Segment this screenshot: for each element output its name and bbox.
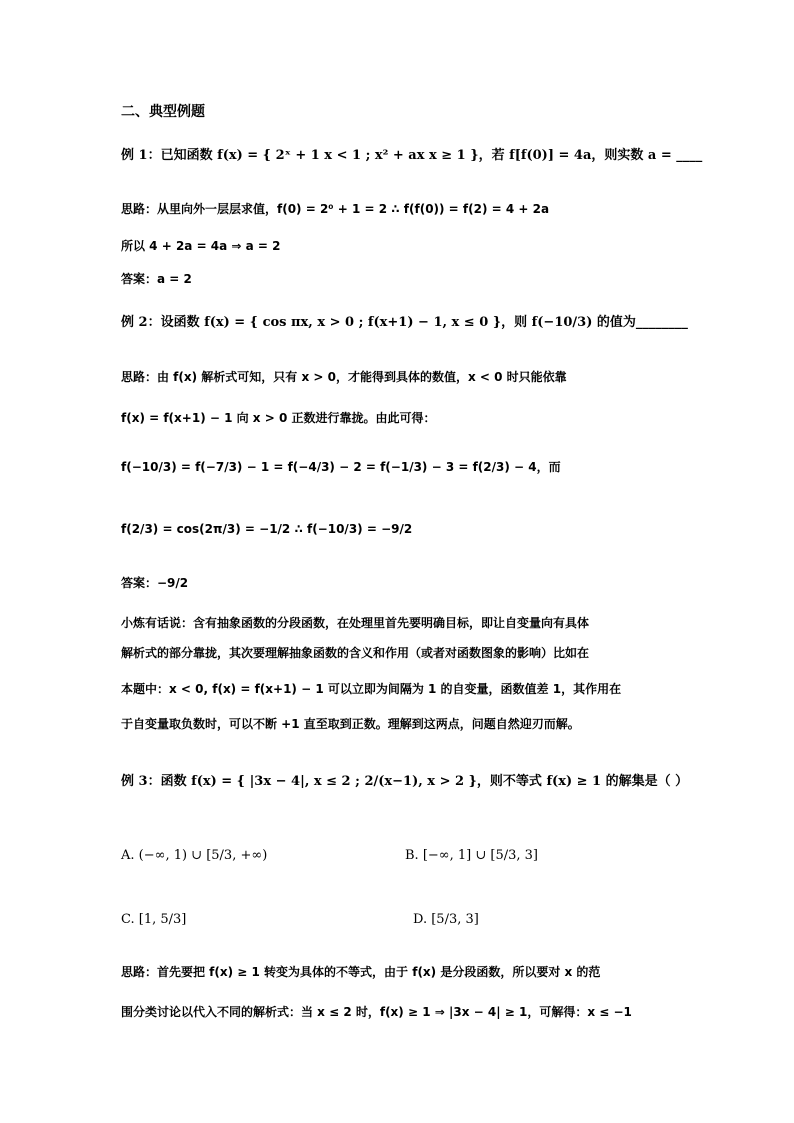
example-3-reasoning-2: 围分类讨论以代入不同的解析式：当 x ≤ 2 时，f(x) ≥ 1 ⇒ |3x − 4| ≥ 1，可解得：x ≤ −1 [121, 1005, 632, 1019]
option-a: A. (−∞, 1) ∪ [5/3, +∞) [121, 848, 268, 863]
tips-line-4: 于自变量取负数时，可以不断 +1 直至取到正数。理解到这两点，问题自然迎刃而解。 [121, 717, 580, 731]
example-2-answer: 答案：−9/2 [121, 576, 189, 590]
example-3-question: 例 3：函数 f(x) = { |3x − 4|, x ≤ 2 ; 2/(x−1), x > 2 }，则不等式 f(x) ≥ 1 的解集是（ ） [121, 774, 689, 789]
option-b: B. [−∞, 1] ∪ [5/3, 3] [405, 848, 538, 863]
tips-line-1: 小炼有话说：含有抽象函数的分段函数，在处理里首先要明确目标，即让自变量向有具体 [121, 616, 590, 630]
example-1-answer: 答案：a = 2 [121, 272, 192, 286]
example-2-reasoning-2: f(x) = f(x+1) − 1 向 x > 0 正数进行靠拢。由此可得： [121, 411, 436, 425]
example-1-reasoning-cont: 所以 4 + 2a = 4a ⇒ a = 2 [121, 239, 281, 253]
example-3-reasoning-1: 思路：首先要把 f(x) ≥ 1 转变为具体的不等式，由于 f(x) 是分段函数，所以要对 x 的范 [121, 965, 601, 979]
example-2-question: 例 2：设函数 f(x) = { cos πx, x > 0 ; f(x+1) − 1, x ≤ 0 }，则 f(−10/3) 的值为________ [121, 315, 688, 330]
tips-line-2: 解析式的部分靠拢，其次要理解抽象函数的含义和作用（或者对函数图象的影响）比如在 [121, 646, 590, 660]
example-1-question: 例 1：已知函数 f(x) = { 2ˣ + 1 x < 1 ; x² + ax x ≥ 1 }，若 f[f(0)] = 4a，则实数 a = ____ [121, 148, 703, 163]
example-2-reasoning-1: 思路：由 f(x) 解析式可知，只有 x > 0，才能得到具体的数值，x < 0 时只能依靠 [121, 370, 567, 384]
option-d: D. [5/3, 3] [413, 912, 479, 927]
option-c: C. [1, 5/3] [121, 912, 187, 927]
example-1-reasoning: 思路：从里向外一层层求值，f(0) = 2⁰ + 1 = 2 ∴ f(f(0)) = f(2) = 4 + 2a [121, 202, 550, 216]
tips-line-3: 本题中：x < 0, f(x) = f(x+1) − 1 可以立即为间隔为 1 的自变量，函数值差 1，其作用在 [121, 682, 622, 696]
section-title: 二、典型例题 [121, 104, 205, 120]
example-2-reasoning-3: f(−10/3) = f(−7/3) − 1 = f(−4/3) − 2 = f(−1/3) − 3 = f(2/3) − 4，而 [121, 460, 561, 474]
example-2-reasoning-4: f(2/3) = cos(2π/3) = −1/2 ∴ f(−10/3) = −9/2 [121, 522, 413, 536]
